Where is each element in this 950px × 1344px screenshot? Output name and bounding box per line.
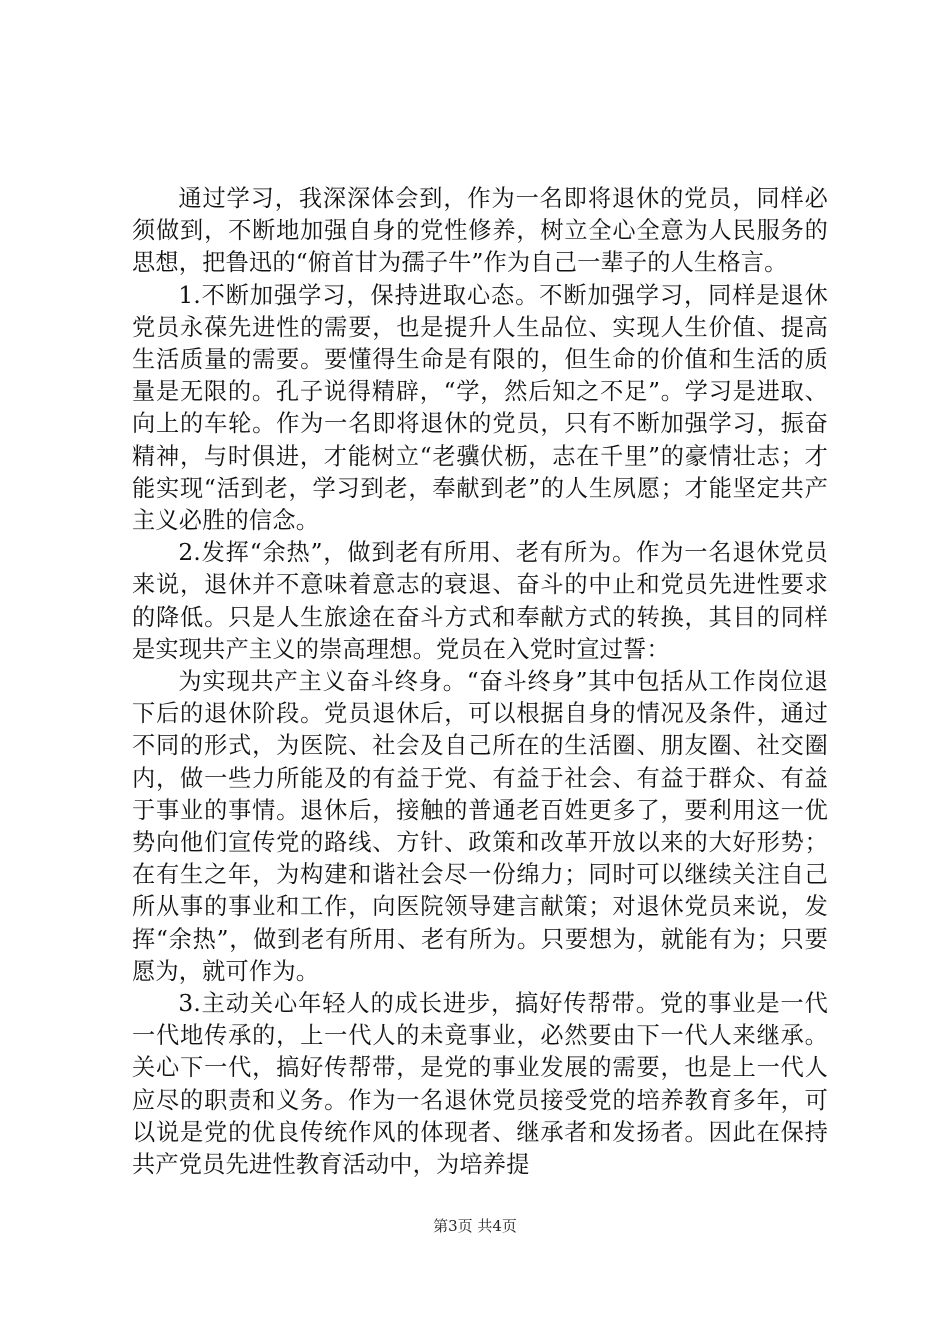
paragraph: 为实现共产主义奋斗终身。“奋斗终身”其中包括从工作岗位退下后的退休阶段。党员退休后，可以根据自身的情况及条件，通过不同的形式，为医院、社会及自己所在的生活圈、朋友圈、社交圈内，做一些力所能及的有益于党、有益于社会、有益于群众、有益于事业的事情。退休后，接触的普通老百姓更多了，要利用这一优势向他们宣传党的路线、方针、政策和改革开放以来的大好形势；在有生之年，为构建和谐社会尽一份绵力；同时可以继续关注自己所从事的事业和工作，向医院领导建言献策；对退休党员来说，发挥“余热”，做到老有所用、老有所为。只要想为，就能有为；只要愿为，就可作为。 [132, 668, 828, 985]
paragraph: 2.发挥“余热”，做到老有所用、老有所为。作为一名退休党员来说，退休并不意味着意志的衰退、奋斗的中止和党员先进性要求的降低。只是人生旅途在奋斗方式和奉献方式的转换，其目的同样是实现共产主义的崇高理想。党员在入党时宣过誓： [132, 539, 828, 663]
paragraph: 3.主动关心年轻人的成长进步，搞好传帮带。党的事业是一代一代地传承的，上一代人的未竟事业，必然要由下一代人来继承。关心下一代，搞好传帮带，是党的事业发展的需要，也是上一代人应尽的职责和义务。作为一名退休党员接受党的培养教育多年，可以说是党的优良传统作风的体现者、继承者和发扬者。因此在保持共产党员先进性教育活动中，为培养提 [132, 990, 828, 1179]
page-footer [0, 1216, 950, 1236]
document-body [132, 183, 828, 1181]
page-number-label: 第3页 共4页 [433, 1217, 517, 1235]
paragraph: 1.不断加强学习，保持进取心态。不断加强学习，同样是退休党员永葆先进性的需要，也是提升人生品位、实现人生价值、提高生活质量的需要。要懂得生命是有限的，但生命的价值和生活的质量是无限的。孔子说得精辟，“学，然后知之不足”。学习是进取、向上的车轮。作为一名即将退休的党员，只有不断加强学习，振奋精神，与时俱进，才能树立“老骥伏枥，志在千里”的豪情壮志；才能实现“活到老，学习到老，奉献到老”的人生夙愿；才能坚定共产主义必胜的信念。 [132, 281, 828, 535]
paragraph: 通过学习，我深深体会到，作为一名即将退休的党员，同样必须做到，不断地加强自身的党性修养，树立全心全意为人民服务的思想，把鲁迅的“俯首甘为孺子牛”作为自己一辈子的人生格言。 [132, 185, 828, 277]
